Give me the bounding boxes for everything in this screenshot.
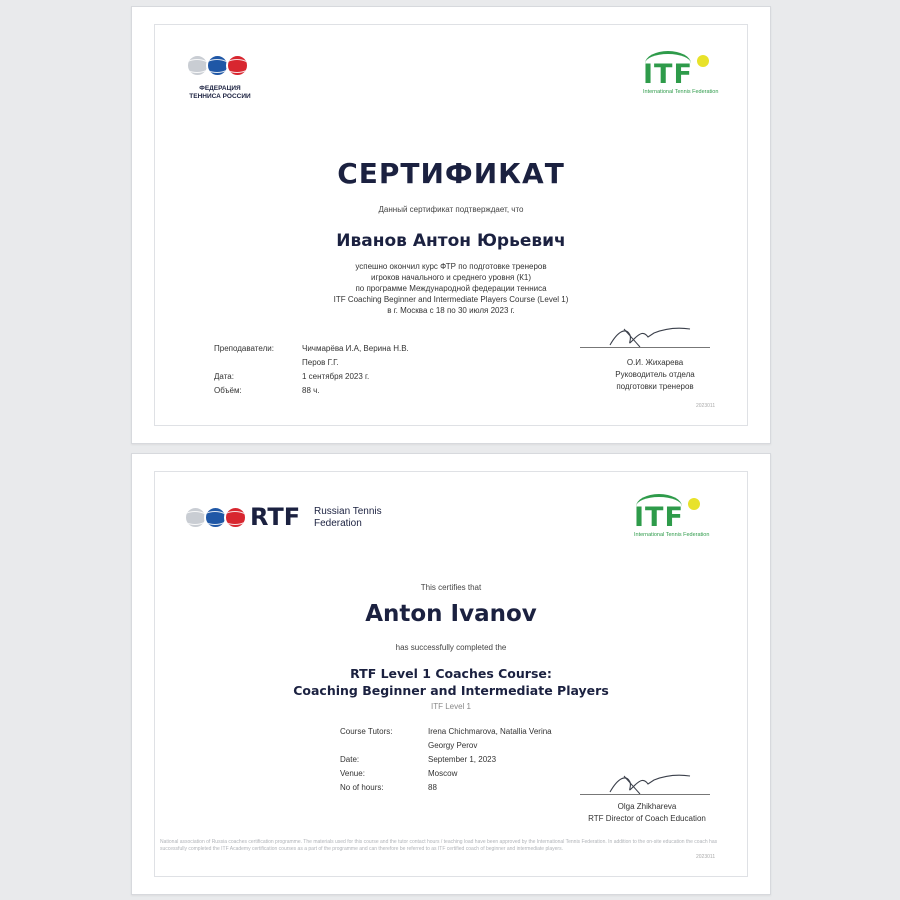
tutors-label: Преподаватели: — [214, 344, 274, 353]
signatory-position-line2: подготовки тренеров — [616, 382, 694, 391]
tutors-value-line2: Перов Г.Г. — [302, 358, 339, 367]
body-line: игроков начального и среднего уровня (К1) — [370, 273, 532, 282]
certificate-intro: This certifies that — [420, 583, 482, 592]
fine-print: National association of Russia coaches certification programme. The materials used for this course and the tutor contact hours / teaching load have been approved by the International Tennis Federation. In addition to the on-site education the coach has successfully completed the ITF Academy certification courses as a part of the programme and can therefore be referred to as ITF certified coach of beginner and intermediate players. — [160, 839, 718, 852]
recipient-name: Anton Ivanov — [365, 601, 537, 627]
signature-line — [580, 794, 710, 795]
itf-logo-subtitle: International Tennis Federation — [634, 532, 710, 538]
tennis-ball-red-icon — [226, 54, 249, 77]
certificate-intro: Данный сертификат подтверждает, что — [378, 205, 524, 214]
tennis-ball-icon — [688, 498, 700, 510]
signature-line — [580, 347, 710, 348]
certificate-english — [131, 453, 771, 895]
itf-logo-text: ITF — [634, 502, 684, 533]
certificate-russian — [131, 6, 771, 444]
signatory-name: О.И. Жихарева — [626, 358, 684, 367]
recipient-name: Иванов Антон Юрьевич — [336, 231, 566, 251]
federation-name-line1: ФЕДЕРАЦИЯ — [199, 85, 241, 92]
tennis-ball-red-icon — [224, 506, 247, 529]
volume-label: Объём: — [214, 386, 242, 395]
signatory-position-line1: Руководитель отдела — [615, 370, 695, 379]
rtf-logo-balls — [184, 506, 244, 529]
date-label: Date: — [340, 755, 360, 764]
tutors-value-line2: Georgy Perov — [428, 741, 478, 750]
certificate-body — [132, 261, 770, 316]
course-title — [132, 665, 770, 699]
body-line: по программе Международной федерации тенниса — [355, 284, 547, 293]
tutors-value-line1: Чичмарёва И.А, Верина Н.В. — [302, 344, 409, 353]
tennis-ball-icon — [697, 55, 709, 67]
date-label: Дата: — [214, 372, 234, 381]
rtf-name-line2: Federation — [314, 518, 362, 529]
itf-logo-subtitle: International Tennis Federation — [643, 89, 719, 95]
certificate-title: СЕРТИФИКАТ — [337, 157, 565, 190]
federation-name-line2: ТЕННИСА РОССИИ — [189, 93, 251, 100]
hours-value: 88 — [428, 783, 437, 792]
itf-logo-text: ITF — [643, 59, 693, 90]
hours-label: No of hours: — [340, 783, 384, 792]
body-line: ITF Coaching Beginner and Intermediate Players Course (Level 1) — [333, 295, 569, 304]
venue-value: Moscow — [428, 769, 458, 778]
signatory-position: RTF Director of Coach Education — [588, 814, 706, 823]
signatory-block — [562, 801, 732, 825]
body-line: успешно окончил курс ФТР по подготовке тренеров — [355, 262, 547, 271]
course-title-line2: Coaching Beginner and Intermediate Players — [293, 683, 609, 698]
course-title-line1: RTF Level 1 Coaches Course: — [350, 666, 552, 681]
volume-value: 88 ч. — [302, 386, 320, 395]
itf-logo — [641, 51, 721, 101]
ftr-logo-text — [184, 85, 256, 101]
venue-label: Venue: — [340, 769, 365, 778]
ftr-logo-balls — [186, 54, 246, 77]
certificate-code: 2023011 — [696, 403, 716, 409]
rtf-logo-abbr: RTF — [250, 503, 301, 531]
date-value: 1 сентября 2023 г. — [302, 372, 370, 381]
certificate-code: 2023011 — [696, 854, 716, 860]
tutors-value-line1: Irena Chichmarova, Natallia Verina — [428, 727, 552, 736]
completed-text: has successfully completed the — [395, 643, 507, 652]
itf-level: ITF Level 1 — [430, 702, 471, 711]
body-line: в г. Москва с 18 по 30 июля 2023 г. — [387, 306, 515, 315]
rtf-logo-name — [314, 506, 382, 530]
tutors-label: Course Tutors: — [340, 727, 393, 736]
date-value: September 1, 2023 — [428, 755, 497, 764]
itf-logo — [632, 494, 712, 544]
signatory-block — [580, 357, 730, 393]
signatory-name: Olga Zhikhareva — [617, 802, 677, 811]
rtf-name-line1: Russian Tennis — [314, 506, 382, 517]
